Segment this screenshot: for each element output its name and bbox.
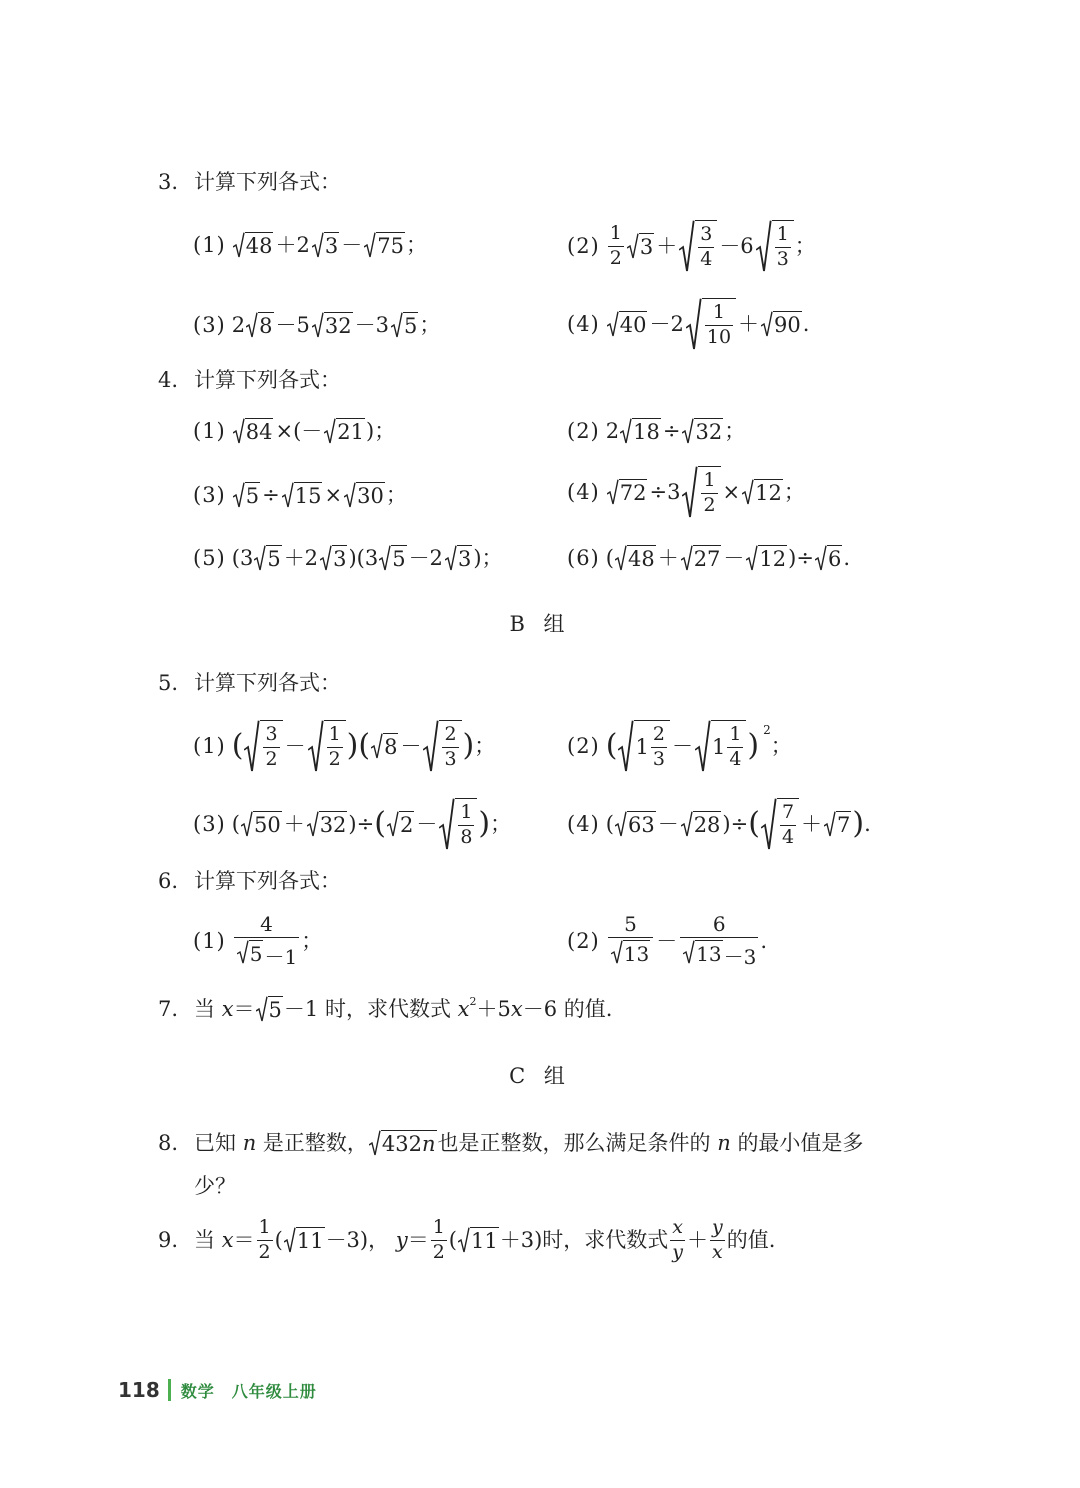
problem-text: 的值. <box>726 1227 776 1252</box>
problem-8-line-2 <box>194 1176 236 1197</box>
sqrt: 75 <box>364 232 405 258</box>
problem-number: 7. <box>158 996 179 1021</box>
sqrt: 3 <box>312 232 339 258</box>
variable-n: n <box>422 1132 436 1156</box>
radicand: 11 <box>296 1229 324 1254</box>
problem-text: 是正整数， <box>262 1130 368 1155</box>
problem-number: 3. <box>158 170 179 194</box>
problem-5-part-4: (4) ( 63 － 28 )÷ ( 7 4 ＋ 7 ) . <box>567 798 871 850</box>
problem-5-part-2: (2) ( 1 2 3 － 1 1 4 ) 2 ； <box>567 720 792 772</box>
problem-6-part-1: (1) 4 5 －1 ； <box>193 912 323 969</box>
part-label: (1) <box>193 418 226 443</box>
part-label: (4) <box>567 311 600 336</box>
problem-7 <box>158 996 612 1022</box>
variable-n: n <box>242 1130 257 1155</box>
problem-6-part-2: (2) 5 13 － 6 13 －3 . <box>567 912 768 969</box>
problem-4-part-1: (1) 84 ×(－ 21 )； <box>193 418 396 444</box>
problem-4-part-4: (4) 72 ÷3 1 2 × 12 ； <box>567 466 805 518</box>
problem-text: 当 <box>194 996 215 1021</box>
variable-y: y <box>395 1227 408 1252</box>
variable-x: x <box>221 996 234 1021</box>
part-label: (1) <box>193 232 226 257</box>
problem-3-part-1: (1) 48 ＋2 3 － 75 ； <box>193 232 427 258</box>
radicand: 5 <box>268 998 282 1022</box>
problem-text: 已知 <box>194 1130 236 1155</box>
problem-text: ＋3)时，求代数式 <box>499 1227 669 1252</box>
problem-text: 当 <box>194 1227 215 1252</box>
part-label: (4) <box>567 479 600 504</box>
problem-text: 少？ <box>194 1174 236 1198</box>
part-label: (3) <box>193 482 226 507</box>
term: －1 <box>283 996 319 1021</box>
sqrt <box>284 1227 325 1253</box>
problem-5-heading <box>158 673 341 694</box>
problem-4-heading <box>158 370 341 391</box>
problem-number: 6. <box>158 869 179 893</box>
problem-3-part-4: (4) 40 －2 1 10 ＋ 90 . <box>567 298 809 350</box>
variable-x: x <box>510 996 523 1021</box>
part-label: (2) <box>567 928 600 953</box>
problem-text: 的最小值是多 <box>737 1130 864 1155</box>
problem-3-part-2: (2) 1 2 3 ＋ 3 4 －6 1 3 ； <box>567 221 816 270</box>
part-label: (1) <box>193 733 226 758</box>
term: －3)， <box>325 1227 390 1252</box>
part-label: (3) <box>193 811 226 836</box>
problem-8 <box>158 1130 863 1156</box>
paren: ( <box>448 1227 457 1252</box>
exponent: 2 <box>469 994 477 1008</box>
part-label: (3) <box>193 312 226 337</box>
problem-text: 计算下列各式： <box>194 170 341 194</box>
part-label: (6) <box>567 545 600 570</box>
part-label: (5) <box>193 545 226 570</box>
fraction: 1 2 <box>609 221 622 269</box>
fraction: 1 2 <box>432 1216 445 1263</box>
problem-3-heading <box>158 172 341 193</box>
sqrt <box>458 1227 499 1253</box>
problem-number: 9. <box>158 1227 179 1252</box>
radicand: 432 <box>381 1132 422 1156</box>
variable-n: n <box>717 1130 731 1155</box>
sqrt: 1 3 <box>756 220 794 272</box>
problem-text: －6 的值. <box>522 996 613 1021</box>
problem-6-heading <box>158 871 341 892</box>
problem-text: 也是正整数，那么满足条件的 <box>437 1130 711 1155</box>
problem-5-part-3: (3) ( 50 ＋ 32 )÷ ( 2 － 1 8 ) ； <box>193 798 511 850</box>
sqrt: 48 <box>233 232 274 258</box>
fraction: 1 2 <box>258 1216 271 1263</box>
part-label: (2) <box>567 233 600 258</box>
problem-5-part-1: (1) ( 3 2 － 1 2 )( 8 － 2 3 ) ； <box>193 720 495 772</box>
fraction: y x <box>712 1216 723 1263</box>
problem-text: 计算下列各式： <box>194 671 341 695</box>
page-number: 118 <box>118 1378 160 1402</box>
equals: ＝ <box>407 1227 429 1252</box>
problem-4-part-6: (6) ( 48 ＋ 27 － 12 )÷ 6 . <box>567 545 851 571</box>
group-b-heading: B 组 <box>509 612 571 636</box>
plus: ＋ <box>687 1227 709 1252</box>
problem-text: 计算下列各式： <box>194 869 341 893</box>
problem-text: 时，求代数式 <box>324 996 451 1021</box>
problem-9 <box>158 1218 775 1263</box>
equals: ＝ <box>233 1227 255 1252</box>
problem-3-part-3: (3) 2 8 －5 32 －3 5 ； <box>193 312 441 338</box>
problem-number: 8. <box>158 1130 179 1155</box>
part-label: (2) <box>567 733 600 758</box>
problem-4-part-3: (3) 5 ÷ 15 × 30 ； <box>193 482 407 508</box>
variable-x: x <box>221 1227 234 1252</box>
part-label: (1) <box>193 928 226 953</box>
sqrt <box>256 996 283 1022</box>
group-c-heading: C 组 <box>509 1064 571 1088</box>
equals: ＝ <box>233 996 255 1021</box>
problem-text: 计算下列各式： <box>194 368 341 392</box>
sqrt: 3 4 <box>679 220 717 272</box>
paren: ( <box>274 1227 283 1252</box>
variable-x: x <box>457 996 470 1021</box>
footer-divider <box>168 1379 171 1401</box>
part-label: (2) <box>567 418 600 443</box>
book-title: 数学 八年级上册 <box>180 1381 317 1401</box>
fraction: x y <box>672 1216 684 1263</box>
part-label: (4) <box>567 811 600 836</box>
problem-number: 4. <box>158 368 179 392</box>
problem-4-part-2: (2) 2 18 ÷ 32 ； <box>567 418 746 444</box>
term: ＋5 <box>476 996 511 1021</box>
problem-4-part-5: (5) (3 5 ＋2 3 )(3 5 －2 3 )； <box>193 545 503 571</box>
page-footer <box>118 1378 317 1402</box>
radicand: 11 <box>470 1229 498 1254</box>
problem-number: 5. <box>158 671 179 695</box>
sqrt <box>369 1130 437 1156</box>
